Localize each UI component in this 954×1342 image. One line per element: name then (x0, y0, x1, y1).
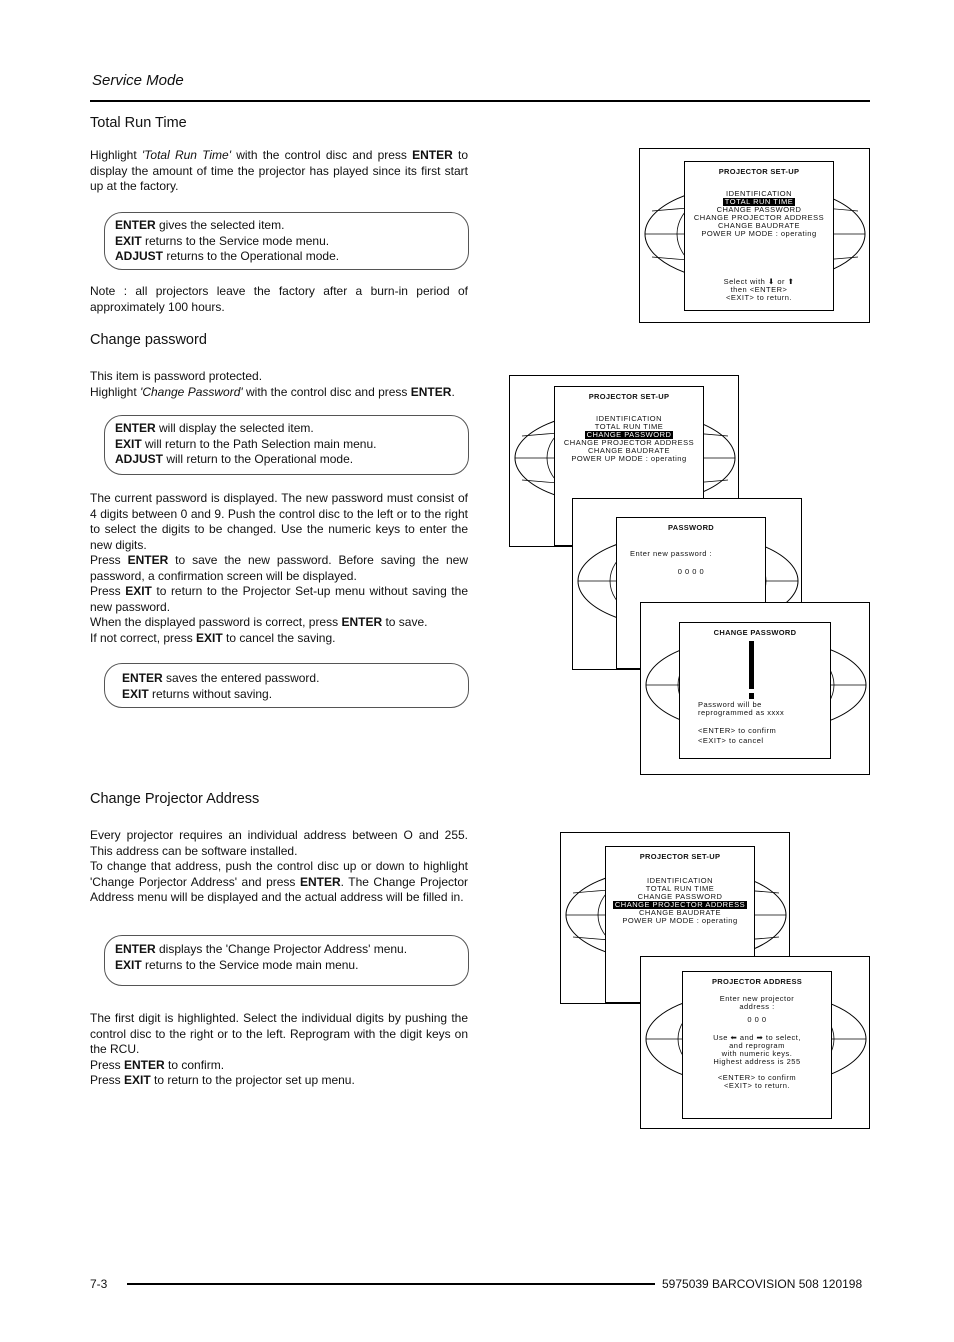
text-run: EXIT (124, 1073, 151, 1087)
key-label: ENTER (115, 942, 156, 956)
key-label: EXIT (115, 436, 142, 451)
address-exit-text: <EXIT> to return. (723, 1081, 791, 1090)
arrow-right-icon: ➡ (756, 1033, 764, 1042)
menu-title: PROJECTOR ADDRESS (711, 977, 803, 986)
key-text: gives the selected item. (155, 218, 285, 232)
key-label: ENTER (115, 421, 156, 435)
address-digits-field[interactable]: 0 0 0 (747, 1015, 767, 1024)
menu-title: PASSWORD (667, 523, 714, 532)
change-password-intro (90, 369, 468, 400)
key-label: ADJUST (115, 249, 164, 263)
total-run-time-intro (90, 148, 468, 195)
header-rule (90, 100, 870, 102)
key-text: returns to the Operational mode. (163, 249, 340, 263)
burn-in-note: Note : all projectors leave the factory after a burn-in period of approximately 100 hours. (90, 284, 468, 314)
confirm-password-screen (640, 602, 870, 775)
change-address-heading: Change Projector Address (90, 791, 260, 807)
text-run: to confirm. (164, 1057, 225, 1072)
menu-item-power-up-mode[interactable]: POWER UP MODE : operating (571, 454, 687, 463)
text-run: EXIT (125, 584, 152, 598)
key-label: EXIT (115, 233, 142, 248)
menu-item-identification[interactable]: IDENTIFICATION (725, 189, 793, 198)
confirm-line-2: reprogrammed as xxxx (698, 708, 785, 717)
numeric-keys-text: with numeric keys. (721, 1049, 793, 1058)
menu-item-change-address[interactable]: CHANGE PROJECTOR ADDRESS (693, 213, 825, 222)
text-run: To change that address, push the control disc up or down to highlight 'Change Porjector Address' and press (90, 859, 468, 889)
text-run: to save the new password. Before saving the new password, a confirmation screen will be displayed. (90, 553, 468, 583)
text-run: ENTER (410, 384, 452, 399)
key-line (115, 437, 458, 453)
confirm-line-1: Password will be (698, 700, 762, 709)
menu-item-change-password[interactable]: CHANGE PASSWORD (586, 430, 672, 439)
page-number: 7-3 (90, 1277, 108, 1291)
or-text: or (777, 277, 786, 286)
menu-item-change-address[interactable]: CHANGE PROJECTOR ADDRESS (614, 900, 746, 909)
document-id: 5975039 BARCOVISION 508 120198 (662, 1277, 863, 1291)
key-label: EXIT (115, 957, 142, 972)
key-text: returns to the Service mode menu. (141, 233, 330, 248)
menu-item-change-baudrate[interactable]: CHANGE BAUDRATE (718, 221, 800, 230)
menu-item-change-address[interactable]: CHANGE PROJECTOR ADDRESS (563, 438, 695, 447)
section-header: Service Mode (92, 72, 184, 89)
key-line (115, 452, 458, 468)
body-paragraph: Every projector requires an individual address between O and 255. This address can be software installed. (90, 828, 468, 858)
use-text: Use (713, 1033, 728, 1042)
menu-item-total-run-time[interactable]: TOTAL RUN TIME (724, 197, 794, 206)
text-run: to cancel the saving. (222, 630, 336, 645)
menu-item-power-up-mode[interactable]: POWER UP MODE : operating (701, 229, 817, 238)
change-password-keys (104, 415, 469, 475)
arrow-down-icon: ⬇ (767, 277, 775, 286)
setup-menu-panel (684, 161, 834, 311)
key-label: ENTER (122, 671, 163, 685)
key-label: EXIT (122, 686, 149, 701)
key-text: will return to the Operational mode. (163, 452, 354, 466)
key-text: will return to the Path Selection main menu. (141, 436, 377, 451)
text-run: Press (90, 584, 126, 598)
arrow-left-icon: ⬅ (730, 1033, 738, 1042)
text-run: Press (90, 553, 128, 567)
total-run-time-keys (104, 212, 469, 270)
change-address-intro (90, 828, 468, 906)
text-run: Press (90, 1057, 125, 1072)
text-run: to save. (382, 615, 428, 629)
key-text: displays the 'Change Projector Address' menu. (155, 942, 408, 956)
text-run: ENTER (127, 553, 169, 567)
setup-screen-total-run-time (639, 148, 870, 323)
menu-title: CHANGE PASSWORD (713, 628, 797, 637)
text-run: When the displayed password is correct, press (90, 615, 342, 629)
menu-title: PROJECTOR SET-UP (718, 167, 800, 176)
total-run-time-heading: Total Run Time (90, 115, 187, 131)
menu-item-change-password[interactable]: CHANGE PASSWORD (637, 892, 723, 901)
key-line (115, 942, 458, 958)
text-run: . The Change Projector Address menu will be displayed and the actual address will be filled in. (90, 874, 468, 904)
key-line (115, 234, 458, 250)
arrow-up-icon: ⬆ (787, 277, 795, 286)
intro-line: This item is password protected. (90, 369, 263, 383)
menu-item-change-baudrate[interactable]: CHANGE BAUDRATE (588, 446, 670, 455)
body-paragraph: The current password is displayed. The new password must consist of 4 digits between 0 and 9. Push the control disc to the left or to the right to select the digits to be changed. Use the numeric keys to enter the new digits. (90, 491, 468, 552)
address-prompt-1: Enter new projector (719, 994, 795, 1003)
key-text: will display the selected item. (155, 421, 314, 435)
menu-item-identification[interactable]: IDENTIFICATION (595, 414, 663, 423)
address-screen (640, 956, 870, 1129)
text-run: with the control disc and press (231, 148, 413, 162)
menu-item-change-password[interactable]: CHANGE PASSWORD (716, 205, 802, 214)
text-run: ENTER (341, 615, 383, 629)
select-with-text: Select with (723, 277, 766, 286)
text-run: to display the amount of time the projector has played since its first start up at the factory. (90, 148, 468, 193)
text-run: ENTER (299, 874, 341, 889)
to-select-text: to select, (765, 1033, 801, 1042)
text-run: 'Change Password' (140, 384, 243, 399)
text-run: to return to the Projector Set-up menu without saving the new password. (90, 584, 468, 614)
address-prompt-2: address : (739, 1002, 775, 1011)
menu-title: PROJECTOR SET-UP (639, 852, 721, 861)
highest-address-text: Highest address is 255 (713, 1057, 801, 1066)
text-run: Highlight (90, 148, 142, 162)
key-text: returns to the Service mode main menu. (141, 957, 359, 972)
and-text: and (739, 1033, 754, 1042)
text-run: ENTER (412, 148, 453, 162)
text-run: . (451, 384, 455, 399)
exit-return-text: <EXIT> to return. (725, 293, 793, 302)
key-line (122, 671, 458, 687)
footer-rule (127, 1283, 655, 1285)
key-line (115, 421, 458, 437)
key-line (115, 218, 458, 234)
confirm-exit-text: <EXIT> to cancel (698, 736, 764, 745)
text-run: If not correct, press (90, 630, 197, 645)
text-run: Highlight (90, 384, 141, 399)
password-digits-field[interactable]: 0 0 0 0 (677, 567, 705, 576)
exclamation-icon (680, 637, 831, 701)
menu-item-change-baudrate[interactable]: CHANGE BAUDRATE (639, 908, 721, 917)
change-address-body (90, 1011, 468, 1089)
text-run: to return to the projector set up menu. (150, 1073, 355, 1087)
menu-title: PROJECTOR SET-UP (588, 392, 670, 401)
address-confirm-text: <ENTER> to confirm (717, 1073, 797, 1082)
text-run: 'Total Run Time' (141, 148, 232, 162)
change-password-body (90, 491, 468, 646)
body-paragraph: The first digit is highlighted. Select the individual digits by pushing the control disc to the right or to the left. Reprogram with the digit keys on the RCU. (90, 1011, 468, 1056)
change-password-heading: Change password (90, 332, 207, 348)
menu-item-total-run-time[interactable]: TOTAL RUN TIME (594, 422, 664, 431)
save-password-keys (104, 663, 469, 708)
key-text: returns without saving. (148, 686, 273, 701)
menu-item-total-run-time[interactable]: TOTAL RUN TIME (645, 884, 715, 893)
address-menu-panel (682, 971, 832, 1119)
key-line (122, 687, 458, 703)
confirm-menu-panel (679, 622, 831, 759)
change-address-keys (104, 935, 469, 986)
key-label: ENTER (115, 218, 156, 232)
key-line (115, 958, 458, 974)
menu-item-power-up-mode[interactable]: POWER UP MODE : operating (622, 916, 738, 925)
then-enter-text: then <ENTER> (730, 285, 788, 294)
text-run: EXIT (196, 630, 223, 645)
text-run: ENTER (124, 1057, 165, 1072)
key-line (115, 249, 458, 265)
confirm-enter-text: <ENTER> to confirm (698, 726, 777, 735)
reprogram-text: and reprogram (729, 1041, 785, 1050)
key-text: saves the entered password. (162, 671, 320, 685)
text-run: Press (90, 1073, 125, 1087)
text-run: with the control disc and press (242, 384, 411, 399)
password-prompt: Enter new password : (630, 549, 713, 558)
key-label: ADJUST (115, 452, 164, 466)
menu-item-identification[interactable]: IDENTIFICATION (646, 876, 714, 885)
